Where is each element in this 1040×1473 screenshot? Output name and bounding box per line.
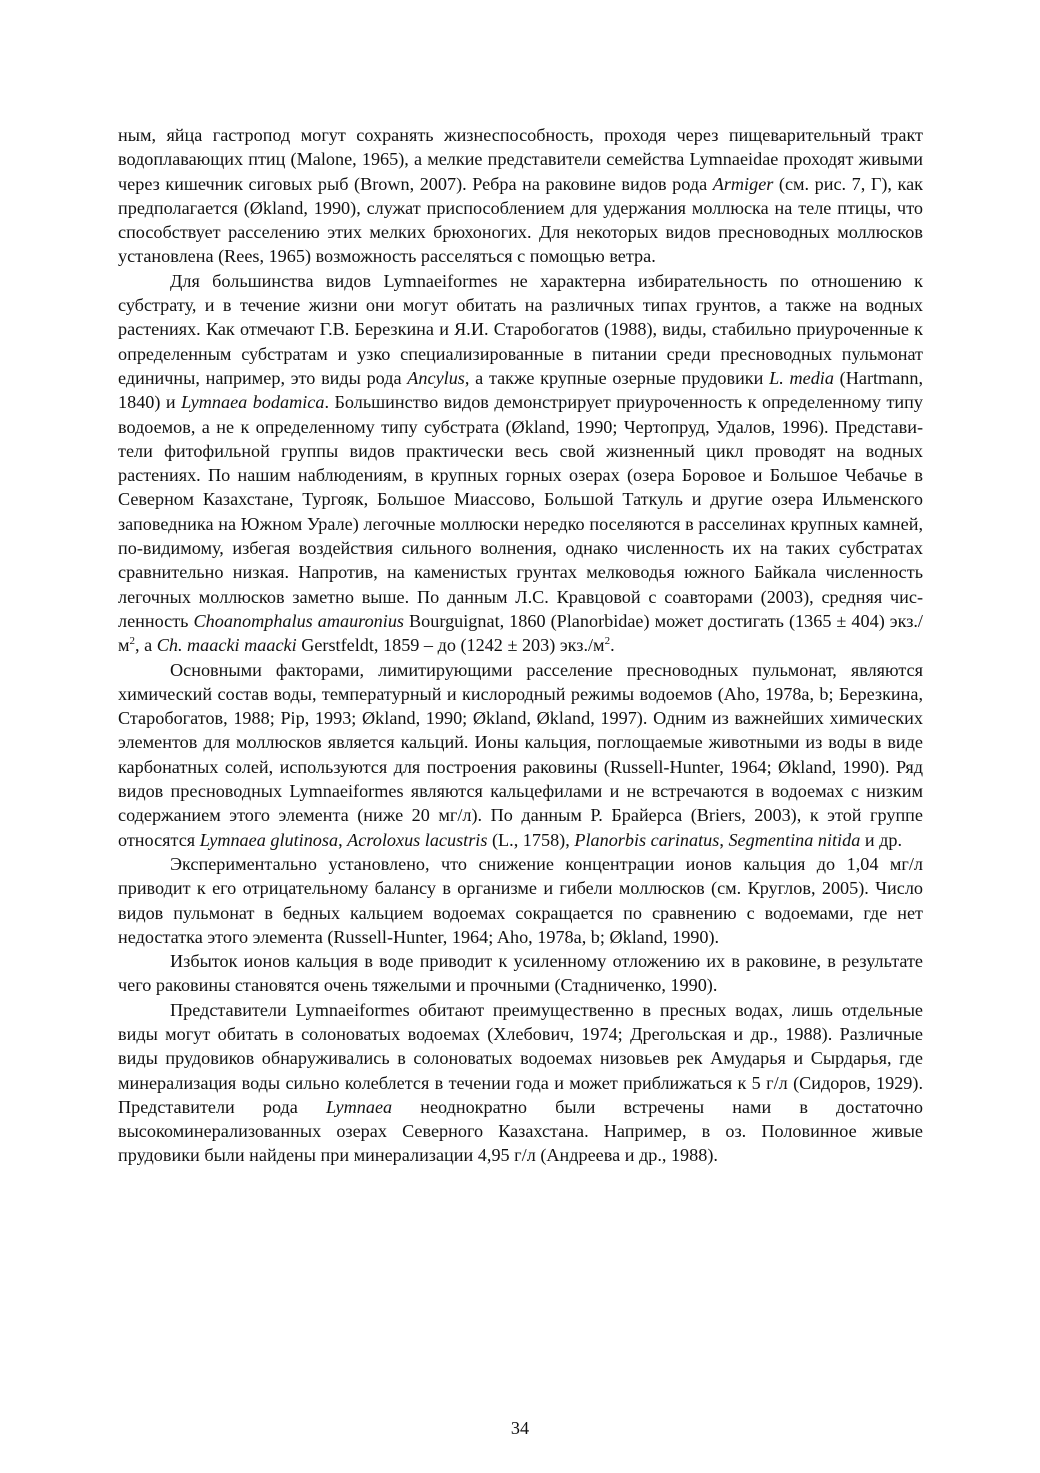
text-run: . Большинство видов демонстрирует приуроченность к определенному типу водоемов, а не к определенному типу субстрата (Økland, 1990; Чертопруд, Удалов, 1996). Представители фитофильной группы видов практически весь свой жизненный цикл проводят на водных растениях. По нашим наблюдениям, в крупных горных озерах (озера Боровое и Большое Чебачье в Северном Казахстане, Тургояк, Большое Миассово, Большой Таткуль и другие озера Ильменского заповедника на Южном Урале) легочные моллюски нередко поселяются в расселинах крупных камней, по-видимому, избегая воздействия сильного волнения, однако численность их на таких субстратах сравнительно низкая. Напротив, на каменистых грунтах мелководья южного Байкала численность легочных моллюсков заметно выше. По данным Л.С. Кравцовой с соавторами (2003), средняя численность [118,392,923,631]
text-run: Для большинства видов Lymnaeiformes не характерна избирательность по отношению к субстрату, и в течение жизни они могут обитать на различных типах грунтов, а также на водных растениях. Как отмечают Г.В. Березкина и Я.И. Старобогатов (1988), виды, стабильно приуроченные к определенным субстратам и узко специализированные в питании среди пресноводных пульмонат единичны, например, это виды рода [118,270,923,388]
page-body [118,123,923,1168]
superscript: 2 [129,635,136,648]
paragraph-6 [118,998,923,1168]
text-run: Избыток ионов кальция в воде приводит к усиленному отложению их в раковине, в результате чего раковины становятся очень тяжелыми и прочными (Стадниченко, 1990). [118,951,923,996]
italic-term: Acroloxus lacustris [347,829,488,850]
italic-term: Planorbis carinatus [574,829,720,850]
italic-term: Lymnaea glutinosa [199,829,339,850]
text-run: (см. рис. 7, Г), как предполагается (Økland, 1990), служат приспособлением для удержания моллюска на теле птицы, что способствует расселению этих мелких брюхоногих. Для некоторых видов пресноводных моллюсков установлена (Rees, 1965) возможность расселяться с помощью ветра. [118,173,923,267]
text-run: , [338,829,348,850]
superscript: 2 [604,635,611,648]
text-run: Gerstfeldt, 1859 – до (1242 ± 203) экз./м [296,635,605,656]
italic-term: Choanomphalus amauronius [193,610,404,631]
paragraph-1 [118,123,923,269]
paragraph-5 [118,949,923,998]
paragraph-2 [118,269,923,658]
italic-term: Segmentina nitida [728,829,861,850]
italic-term: Ancylus [407,367,465,388]
text-run: ным, яйца гастропод могут сохранять жизнеспособность, проходя через пищеварительный тракт водоплавающих птиц (Malone, 1965), а мелкие представители семейства Lymnaeidae проходят живыми через кишечник сиговых рыб (Brown, 2007). Ребра на раковине видов рода [118,125,923,194]
italic-term: Ch. maacki maacki [156,635,297,656]
page-number: 34 [510,1418,530,1438]
text-run: и др. [860,829,903,850]
text-run: Представители Lymnaeiformes обитают преимущественно в пресных водах, лишь отдельные виды могут обитать в солоноватых водоемах (Хлебович, 1974; Дрегольская и др., 1988). Различные виды прудовиков обнаруживались в солоноватых водоемах низовьев рек Амударья и Сырдарья, где минерализация воды сильно колеблется в течении года и может приближаться к 5 г/л (Сидоров, 1929). Представители рода [118,999,923,1117]
text-run: неоднократно были встречены нами в достаточно высокоминерализованных озерах Северного Казахстана. Например, в оз. Половинное живые прудовики были найдены при минерализации 4,95 г/л (Андреева и др., 1988). [118,1096,923,1166]
text-run: , [719,829,729,850]
text-run: , а [135,635,157,656]
text-run: Bourguignat, 1860 (Planorbidae) может достигать (1365 ± 404) экз./м [118,610,923,656]
text-run: Экспериментально установлено, что снижение концентрации ионов кальция до 1,04 мг/л приводит к его отрицательному балансу в организме и гибели моллюсков (см. Круглов, 2005). Число видов пульмонат в бедных кальцием водоемах сокращается по сравнению с водоемами, где нет недостатка этого элемента (Russell-Hunter, 1964; Aho, 1978a, b; Økland, 1990). [118,853,923,947]
text-run: , а также крупные озерные прудовики [464,367,770,388]
italic-term: Lymnaea [325,1096,393,1117]
italic-term: Armiger [712,173,774,194]
italic-term: L. media [769,367,834,388]
italic-term: Lymnaea bodamica [181,392,325,413]
text-run: Основными факторами, лимитирующими расселение пресноводных пульмонат, являются химический состав воды, температурный и кислородный режимы водоемов (Aho, 1978a, b; Березкина, Старобогатов, 1988; Pip, 1993; Økland, 1990; Økland, Økland, 1997). Одним из важнейших химических элементов для моллюсков является кальций. Ионы кальция, поглощаемые животными из воды в виде карбонатных солей, используются для построения раковины (Russell-Hunter, 1964; Økland, 1990). Ряд видов пресноводных Lymnaeiformes являются кальцефилами и не встречаются в водоемах с низким содержанием этого элемента (ниже 20 мг/л). По данным Р. Брайерса (Briers, 2003), к этой группе относятся [118,659,923,850]
paragraph-3 [118,658,923,852]
text-run: . [610,635,615,656]
text-run: (L., 1758), [487,829,575,850]
paragraph-4 [118,852,923,949]
text-run: (Hartmann, 1840) и [118,367,924,413]
